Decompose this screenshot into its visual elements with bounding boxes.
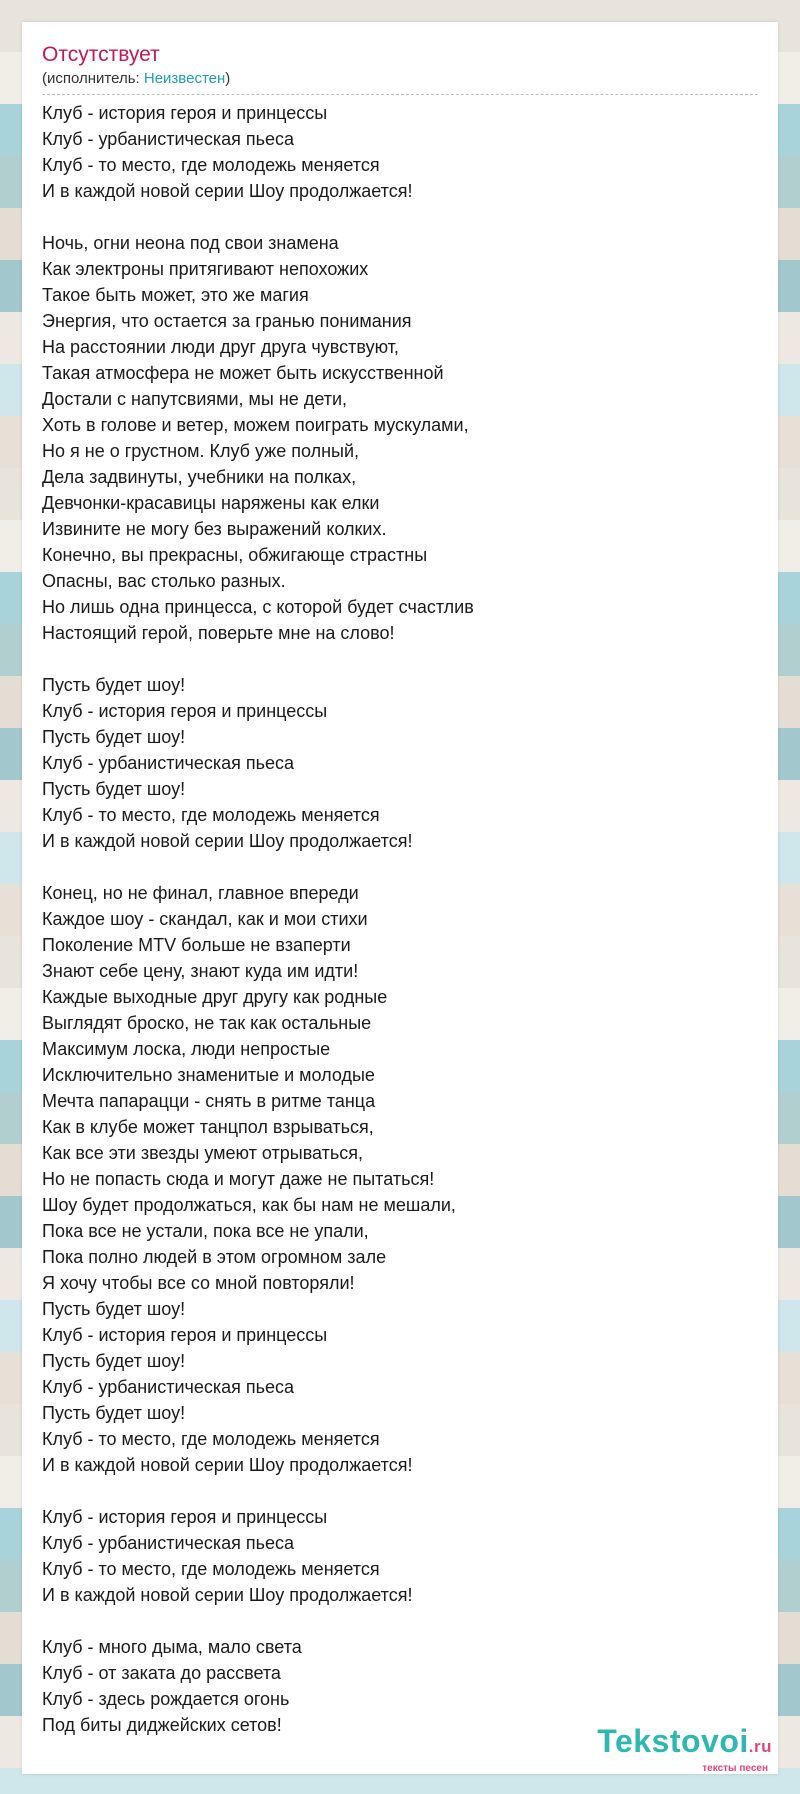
lyrics-line: И в каждой новой серии Шоу продолжается! xyxy=(42,831,413,851)
lyrics-line: Пусть будет шоу! xyxy=(42,779,186,799)
lyrics-line: Клуб - то место, где молодежь меняется xyxy=(42,1429,380,1449)
lyrics-line: Клуб - здесь рождается огонь xyxy=(42,1689,290,1709)
lyrics-line: Клуб - урбанистическая пьеса xyxy=(42,753,295,773)
artist-line xyxy=(42,70,758,88)
lyrics-stanza xyxy=(42,672,758,854)
lyrics-line: Пусть будет шоу! xyxy=(42,1403,186,1423)
lyrics-line: Энергия, что остается за гранью понимания xyxy=(42,311,412,331)
lyrics-line: Дела задвинуты, учебники на полках, xyxy=(42,467,357,487)
lyrics-line: И в каждой новой серии Шоу продолжается! xyxy=(42,1455,413,1475)
header-divider xyxy=(42,94,758,95)
lyrics-line: Но не попасть сюда и могут даже не пытаться! xyxy=(42,1169,435,1189)
logo-tld: .ru xyxy=(748,1737,772,1756)
lyrics-line: Клуб - история героя и принцессы xyxy=(42,1507,328,1527)
lyrics-line: Знают себе цену, знают куда им идти! xyxy=(42,961,359,981)
lyrics-line: Каждое шоу - скандал, как и мои стихи xyxy=(42,909,368,929)
lyrics-line: Как электроны притягивают непохожих xyxy=(42,259,369,279)
lyrics-line: Пусть будет шоу! xyxy=(42,1351,186,1371)
lyrics-card xyxy=(22,22,778,1774)
lyrics-line: Пока полно людей в этом огромном зале xyxy=(42,1247,387,1267)
lyrics-stanza xyxy=(42,100,758,204)
lyrics-line: Клуб - то место, где молодежь меняется xyxy=(42,805,380,825)
logo-name: Tekstovoi xyxy=(597,1723,749,1759)
song-title: Отсутствует xyxy=(42,43,160,66)
lyrics-line: Как все эти звезды умеют отрываться, xyxy=(42,1143,364,1163)
lyrics-line: Клуб - много дыма, мало света xyxy=(42,1637,302,1657)
lyrics-line: Достали с напутсвиями, мы не дети, xyxy=(42,389,348,409)
lyrics-line: Максимум лоска, люди непростые xyxy=(42,1039,331,1059)
lyrics-line: Настоящий герой, поверьте мне на слово! xyxy=(42,623,395,643)
song-header xyxy=(42,42,758,95)
artist-suffix: ) xyxy=(225,70,231,87)
lyrics-line: Шоу будет продолжаться, как бы нам не мешали, xyxy=(42,1195,456,1215)
lyrics-line: Исключительно знаменитые и молодые xyxy=(42,1065,375,1085)
lyrics-line: Конец, но не финал, главное впереди xyxy=(42,883,359,903)
lyrics-stanza xyxy=(42,230,758,646)
site-logo[interactable] xyxy=(562,1723,772,1774)
lyrics-line: Ночь, огни неона под свои знамена xyxy=(42,233,339,253)
lyrics-line: И в каждой новой серии Шоу продолжается! xyxy=(42,181,413,201)
lyrics-line: Под биты диджейских сетов! xyxy=(42,1715,282,1735)
lyrics-line: Пока все не устали, пока все не упали, xyxy=(42,1221,369,1241)
lyrics-line: Опасны, вас столько разных. xyxy=(42,571,286,591)
lyrics-line: Клуб - от заката до рассвета xyxy=(42,1663,281,1683)
logo-tagline: тексты песен xyxy=(702,1763,768,1774)
lyrics-line: Каждые выходные друг другу как родные xyxy=(42,987,388,1007)
lyrics-line: Клуб - то место, где молодежь меняется xyxy=(42,1559,380,1579)
lyrics-line: Такая атмосфера не может быть искусственной xyxy=(42,363,444,383)
lyrics-line: Пусть будет шоу! xyxy=(42,675,186,695)
lyrics-line: Мечта папарацци - снять в ритме танца xyxy=(42,1091,376,1111)
lyrics-line: Хоть в голове и ветер, можем поиграть мускулами, xyxy=(42,415,469,435)
lyrics-line: Я хочу чтобы все со мной повторяли! xyxy=(42,1273,355,1293)
lyrics-line: Извините не могу без выражений колких. xyxy=(42,519,387,539)
lyrics-line: Такое быть может, это же магия xyxy=(42,285,309,305)
lyrics-stanza xyxy=(42,880,758,1478)
lyrics-line: Клуб - урбанистическая пьеса xyxy=(42,1377,295,1397)
lyrics-line: На расстоянии люди друг друга чувствуют, xyxy=(42,337,399,357)
lyrics-line: И в каждой новой серии Шоу продолжается! xyxy=(42,1585,413,1605)
lyrics-text xyxy=(42,100,758,1738)
lyrics-line: Но я не о грустном. Клуб уже полный, xyxy=(42,441,360,461)
lyrics-line: Как в клубе может танцпол взрываться, xyxy=(42,1117,374,1137)
artist-link[interactable]: Неизвестен xyxy=(143,70,226,87)
lyrics-line: Клуб - история героя и принцессы xyxy=(42,701,328,721)
lyrics-line: Клуб - история героя и принцессы xyxy=(42,103,328,123)
logo-wordmark xyxy=(562,1724,772,1764)
lyrics-line: Девчонки-красавицы наряжены как елки xyxy=(42,493,380,513)
lyrics-line: Клуб - урбанистическая пьеса xyxy=(42,1533,295,1553)
lyrics-line: Поколение MTV больше не взаперти xyxy=(42,935,351,955)
lyrics-stanza xyxy=(42,1504,758,1608)
lyrics-line: Пусть будет шоу! xyxy=(42,1299,186,1319)
lyrics-line: Конечно, вы прекрасны, обжигающе страстны xyxy=(42,545,428,565)
lyrics-line: Пусть будет шоу! xyxy=(42,727,186,747)
lyrics-line: Клуб - то место, где молодежь меняется xyxy=(42,155,380,175)
lyrics-line: Но лишь одна принцесса, с которой будет счастлив xyxy=(42,597,474,617)
lyrics-line: Выглядят броско, не так как остальные xyxy=(42,1013,372,1033)
lyrics-line: Клуб - история героя и принцессы xyxy=(42,1325,328,1345)
lyrics-line: Клуб - урбанистическая пьеса xyxy=(42,129,295,149)
artist-prefix: (исполнитель: xyxy=(42,70,144,87)
